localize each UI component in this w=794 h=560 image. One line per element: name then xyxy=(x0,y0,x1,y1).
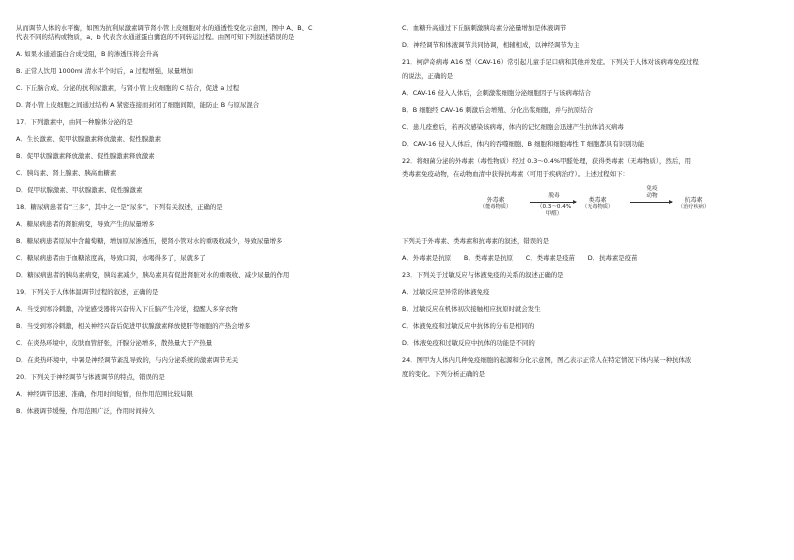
q21-option-d: D．CAV-16 侵入人体后，体内的吞噬细胞、B 细胞和细胞毒性 T 细胞都具有识别功能 xyxy=(402,139,645,148)
arrow2 xyxy=(630,202,672,203)
q23-option-c: C．体液免疫和过敏反应中抗体的分布是相同的 xyxy=(402,322,535,330)
diagram-node-toxoid xyxy=(582,197,613,211)
q21-option-b: B．B 细胞经 CAV-16 刺激后会增殖、分化出浆细胞，并与抗原结合 xyxy=(402,105,594,114)
q16-option-b: B. 正常人饮用 1000ml 清水半个时后，a 过程增强，尿量增加 xyxy=(16,67,193,75)
q23-option-a: A．过敏反应是异常的体液免疫 xyxy=(402,288,490,296)
q21-option-c: C．患儿痊愈后，若再次感染该病毒，体内的记忆细胞会迅速产生抗体消灭病毒 xyxy=(402,122,624,131)
right-column xyxy=(402,24,778,379)
q18-option-d: D．糖尿病患者的胰岛素病变，胰岛素减少，胰岛素具有促进肾脏对水的重吸收、减少尿量的作用 xyxy=(16,271,290,279)
arrow2-label-top-2: 动物 xyxy=(646,193,658,199)
q22-options: A．外毒素是抗原 B．类毒素是抗原 C．类毒素是疫苗 D．抗毒素是疫苗 xyxy=(402,254,638,262)
q17-option-d: D．促甲状腺激素、甲状腺激素、促性腺激素 xyxy=(16,186,143,194)
toxin-process-diagram xyxy=(402,187,778,229)
q21-option-a: A．CAV-16 侵入人体后，会刺激浆细胞分泌细胞因子与该病毒结合 xyxy=(402,88,592,97)
q16-intro-line-1: 从而调节人体的水平衡，如图为抗利尿激素调节肾小管上皮细胞对水的通透性变化示意图，图中 A、B、C xyxy=(16,24,313,32)
q21-stem-line-2: 的说法，正确的是 xyxy=(402,71,454,80)
q24-stem-line-2: 度的变化。下列分析正确的是 xyxy=(402,369,486,378)
q18-option-c: C．糖尿病患者由于血糖浓度高，导致口渴，水喝得多了，尿就多了 xyxy=(16,254,206,262)
q23-option-d: D．体液免疫和过敏反应中抗体的功能是不同的 xyxy=(402,339,535,347)
q20-option-a: A．神经调节迅速、准确，作用时间短暂，但作用范围比较局限 xyxy=(16,390,193,398)
q20-stem: 20．下列关于神经调节与体液调节的特点，错误的是 xyxy=(16,373,165,381)
q23-option-b: B．过敏反应在机体初次接触相应抗原时就会发生 xyxy=(402,305,541,313)
q19-option-d: D．在炎热环境中，中暑是神经调节紊乱导致的，与内分泌系统的激素调节无关 xyxy=(16,356,239,364)
q20-option-c: C．血糖升高通过下丘脑刺激胰岛素分泌量增加是体液调节 xyxy=(402,24,567,32)
q20-option-b: B．体液调节缓慢，作用范围广泛，作用时间持久 xyxy=(16,407,155,415)
q16-option-d: D. 肾小管上皮细胞之间通过结构 A 紧密连接而封闭了细胞间隙，能防止 B 与原尿混合 xyxy=(16,101,260,109)
toxoid-label: 类毒素 xyxy=(588,197,607,204)
q18-option-b: B．糖尿病患者原尿中含葡萄糖，增加原尿渗透压，使肾小管对水的重吸收减少，导致尿量增多 xyxy=(16,237,283,245)
q17-option-c: C．胰岛素、肾上腺素、胰高血糖素 xyxy=(16,169,117,177)
q23-stem: 23．下列关于过敏反应与体液免疫的关系的叙述正确的是 xyxy=(402,271,564,279)
q16-intro-line-2: 代表不同的结构或物质，a、b 代表含水通道蛋白囊泡的不同转运过程。由图可知下列叙述错误的是 xyxy=(16,33,295,41)
exotoxin-label: 外毒素 xyxy=(486,197,505,204)
q19-option-c: C．在炎热环境中，皮肤血管舒张，汗腺分泌增多，散热量大于产热量 xyxy=(16,339,213,347)
arrow1-label-top: 脱毒 xyxy=(548,193,560,199)
arrow1-label-bottom: （0.3～0.4% xyxy=(536,204,572,210)
q18-stem: 18．糖尿病患者有“三多”，其中之一是“尿多”。下列有关叙述，正确的是 xyxy=(16,203,223,211)
arrow1-label-bottom-2: 甲醛） xyxy=(545,211,563,217)
q16-option-c: C. 下丘脑合成、分泌的抗利尿激素，与肾小管上皮细胞的 C 结合，促进 a 过程 xyxy=(16,84,240,92)
q22-question: 下列关于外毒素、类毒素和抗毒素的叙述，错误的是 xyxy=(402,237,549,245)
q16-option-a: A. 如果水通道蛋白合成受阻，B 的渗透压将会升高 xyxy=(16,50,159,58)
diagram-node-antitoxin xyxy=(678,197,709,211)
q19-stem: 19．下列关于人体体温调节过程的叙述，正确的是 xyxy=(16,288,159,296)
exotoxin-note: （能毒物质） xyxy=(480,204,512,210)
q22-stem-line-1: 22．将细菌分泌的外毒素（毒性物质）经过 0.3～0.4%甲醛处理，获得类毒素（无毒物质），然后，用 xyxy=(402,156,691,165)
q22-stem-line-2: 类毒素免疫动物，在动物血清中获得抗毒素（可用于疾病治疗）。上述过程如下： xyxy=(402,170,629,178)
q17-stem: 17．下列激素中，由同一种腺体分泌的是 xyxy=(16,118,133,126)
q17-option-a: A．生长激素、促甲状腺激素释放激素、促性腺激素 xyxy=(16,135,161,143)
antitoxin-label: 抗毒素 xyxy=(684,197,703,204)
q19-option-a: A．当受到寒冷刺激，冷觉感受器将兴奋传入下丘脑产生冷觉，提醒人多穿衣物 xyxy=(16,305,238,313)
arrow1 xyxy=(530,202,576,203)
q19-option-b: B．当受到寒冷刺激，相关神经兴奋后促进甲状腺激素释放使肝等细胞的产热会增多 xyxy=(16,322,251,330)
arrow2-label-top: 免疫 xyxy=(646,186,658,192)
antitoxin-note: （治疗疾病） xyxy=(678,204,710,210)
left-column xyxy=(16,24,386,416)
diagram-node-exotoxin xyxy=(480,197,511,211)
q20-option-d: D．神经调节和体液调节共同协调，相辅相成，以神经调节为主 xyxy=(402,41,580,49)
q21-stem-line-1: 21．柯萨奇病毒 A16 型（CAV-16）常引起儿童手足口病和其他并发症。下列关于人体对该病毒免疫过程 xyxy=(402,58,699,66)
toxoid-note: （无毒物质） xyxy=(582,204,614,210)
q17-option-b: B．促甲状腺激素释放激素、促性腺激素释放激素 xyxy=(16,152,155,160)
q18-option-a: A．糖尿病患者的肾脏病变，导致产生的尿量增多 xyxy=(16,220,155,228)
q24-stem-line-1: 24．图甲为人体内几种免疫细胞的起源和分化示意图，图乙表示正常人在特定情况下体内某一种抗体浓 xyxy=(402,356,692,364)
